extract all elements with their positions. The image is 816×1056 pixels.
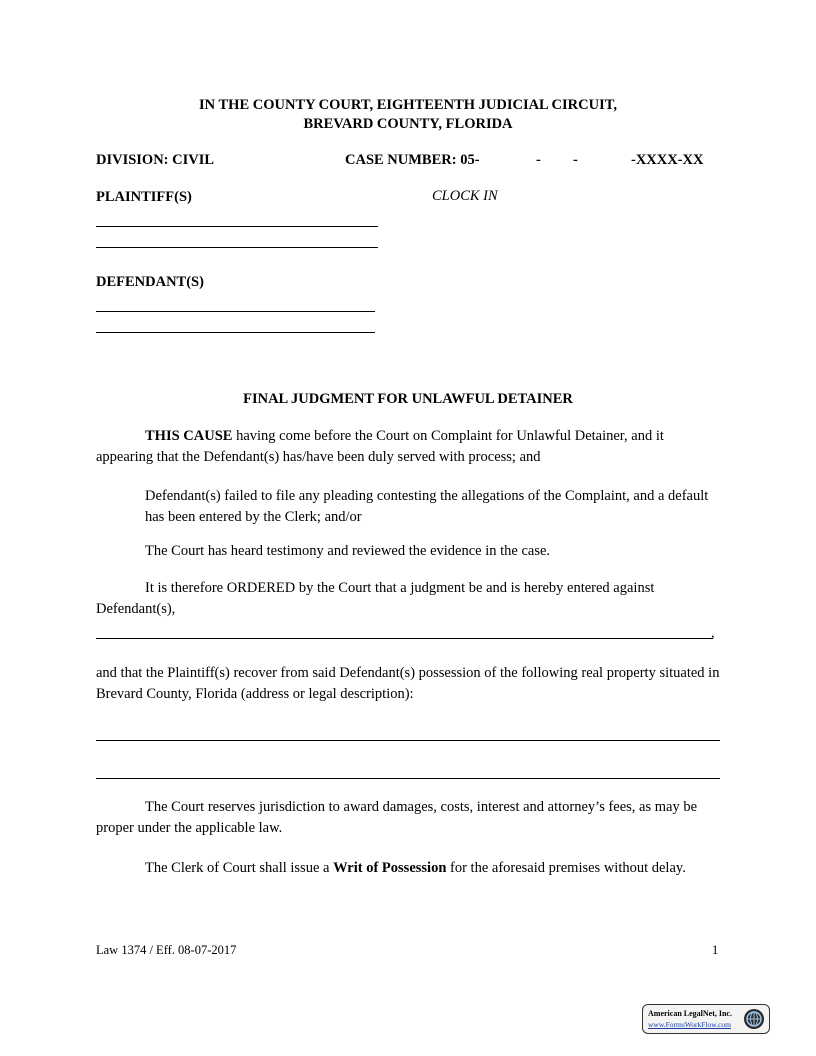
paragraph-jurisdiction: The Court reserves jurisdiction to award damages, costs, interest and attorney’s fees, as may be proper under the applicable law. bbox=[96, 799, 698, 836]
comma: , bbox=[711, 625, 715, 641]
writ-text-pre: The Clerk of Court shall issue a bbox=[145, 860, 334, 876]
paragraph-this-cause bbox=[96, 426, 720, 468]
logo-url[interactable]: www.FormsWorkFlow.com bbox=[648, 1020, 732, 1029]
document-title: FINAL JUDGMENT FOR UNLAWFUL DETAINER bbox=[243, 391, 573, 407]
paragraph-testimony: The Court has heard testimony and reviewed the evidence in the case. bbox=[145, 543, 551, 559]
clock-in-label: CLOCK IN bbox=[432, 188, 498, 204]
this-cause-bold: THIS CAUSE bbox=[145, 428, 233, 444]
writ-of-possession-bold: Writ of Possession bbox=[333, 860, 447, 876]
paragraph-possession: and that the Plaintiff(s) recover from said Defendant(s) possession of the following real property situated in Brevard County, Florida (address or legal description): bbox=[96, 665, 720, 702]
page-number: 1 bbox=[712, 943, 719, 957]
case-number-suffix: -XXXX-XX bbox=[631, 152, 704, 168]
court-heading-line2: BREVARD COUNTY, FLORIDA bbox=[303, 116, 513, 132]
plaintiff-label: PLAINTIFF(S) bbox=[96, 189, 192, 205]
defendant-line-1[interactable] bbox=[96, 311, 375, 312]
paragraph-default: Defendant(s) failed to file any pleading contesting the allegations of the Complaint, and a default has been entered by the Clerk; and/or bbox=[145, 488, 709, 525]
property-line-1[interactable] bbox=[96, 740, 720, 741]
plaintiff-line-2[interactable] bbox=[96, 247, 378, 248]
division-label: DIVISION: CIVIL bbox=[96, 152, 215, 168]
paragraph-ordered: It is therefore ORDERED by the Court that a judgment be and is hereby entered against Defendant(s), bbox=[96, 580, 655, 617]
court-heading-line1: IN THE COUNTY COURT, EIGHTEENTH JUDICIAL CIRCUIT, bbox=[199, 97, 617, 113]
defendant-name-line[interactable] bbox=[96, 638, 713, 639]
defendant-label: DEFENDANT(S) bbox=[96, 274, 204, 290]
plaintiff-line-1[interactable] bbox=[96, 226, 378, 227]
forms-workflow-logo[interactable] bbox=[642, 1004, 770, 1034]
case-number-dash-2: - bbox=[573, 152, 578, 168]
case-number-label: CASE NUMBER: 05- bbox=[345, 152, 480, 168]
this-cause-text: having come before the Court on Complaint for Unlawful Detainer, and it appearing that the Defendant(s) has/have been duly served with process; and bbox=[96, 428, 664, 465]
logo-company-name: American LegalNet, Inc. bbox=[648, 1009, 732, 1018]
globe-icon bbox=[743, 1008, 765, 1030]
property-line-2[interactable] bbox=[96, 778, 720, 779]
case-number-dash-1: - bbox=[536, 152, 541, 168]
writ-text-post: for the aforesaid premises without delay. bbox=[446, 860, 686, 876]
paragraph-writ bbox=[96, 858, 720, 879]
form-id: Law 1374 / Eff. 08-07-2017 bbox=[96, 943, 237, 957]
defendant-line-2[interactable] bbox=[96, 332, 375, 333]
